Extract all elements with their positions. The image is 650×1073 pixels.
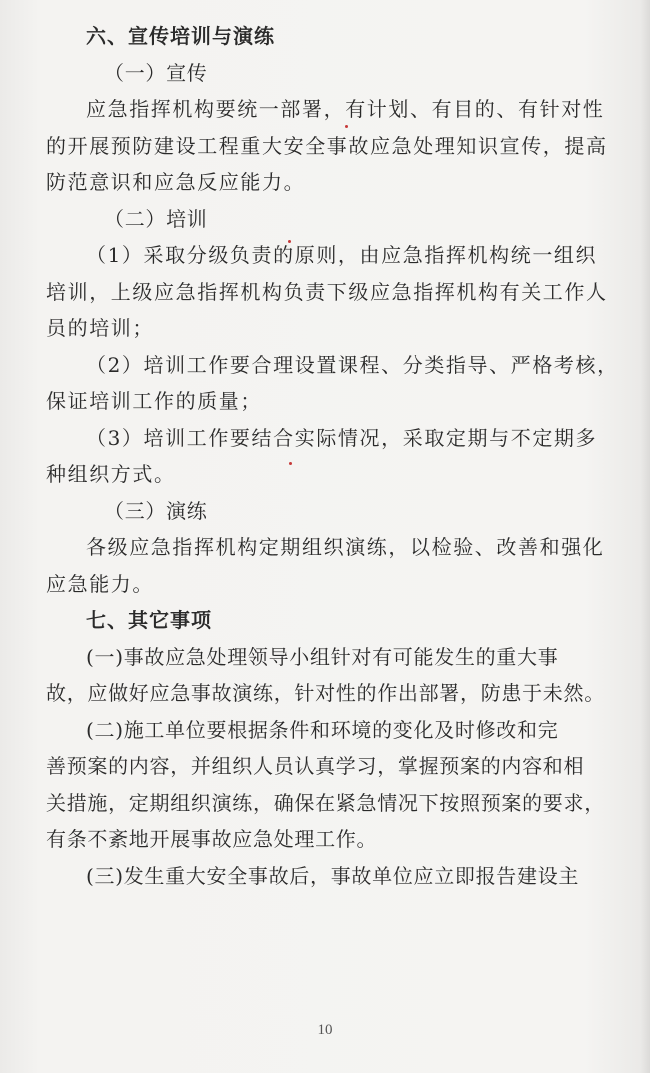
paragraph-line: 的开展预防建设工程重大安全事故应急处理知识宣传，提高 <box>46 133 608 158</box>
paragraph-line: 员的培训； <box>46 316 154 340</box>
paragraph-line: （1）采取分级负责的原则，由应急指挥机构统一组织 <box>86 243 598 267</box>
paragraph-line: 关措施，定期组织演练，确保在紧急情况下按照预案的要求， <box>46 790 605 815</box>
paragraph-line: 应急指挥机构要统一部署，有计划、有目的、有针对性 <box>86 97 605 121</box>
paragraph-line: （3）培训工作要结合实际情况，采取定期与不定期多 <box>86 425 598 450</box>
paragraph-line: 有条不紊地开展事故应急处理工作。 <box>46 827 378 851</box>
paragraph-line: (一)事故应急处理领导小组针对有可能发生的重大事 <box>86 644 559 669</box>
section-7-heading: 七、其它事项 <box>86 608 212 632</box>
page-edge-shadow <box>640 0 650 1073</box>
page-number: 10 <box>317 1022 333 1038</box>
paragraph-line: 各级应急指挥机构定期组织演练，以检验、改善和强化 <box>86 535 605 559</box>
paragraph-line: 故，应做好应急事故演练，针对性的作出部署，防患于未然。 <box>46 681 605 705</box>
paragraph-line: 善预案的内容，并组织人员认真学习，掌握预案的内容和相 <box>46 754 585 778</box>
section-6-2-heading: （二）培训 <box>104 206 208 231</box>
section-6-3-heading: （三）演练 <box>104 498 208 523</box>
paragraph-line: (三)发生重大安全事故后，事故单位应立即报告建设主 <box>86 863 580 888</box>
paragraph-line: (二)施工单位要根据条件和环境的变化及时修改和完 <box>86 717 559 742</box>
section-6-heading: 六、宣传培训与演练 <box>86 24 275 48</box>
document-body <box>46 18 619 894</box>
paragraph-line: 保证培训工作的质量； <box>46 389 262 413</box>
paragraph-line: 种组织方式。 <box>46 462 176 486</box>
paragraph-line: （2）培训工作要合理设置课程、分类指导、严格考核， <box>86 352 619 377</box>
section-6-1-heading: （一）宣传 <box>104 60 208 85</box>
paragraph-line: 培训，上级应急指挥机构负责下级应急指挥机构有关工作人 <box>46 279 608 304</box>
paragraph-line: 应急能力。 <box>46 571 154 596</box>
paragraph-line: 防范意识和应急反应能力。 <box>46 170 306 194</box>
